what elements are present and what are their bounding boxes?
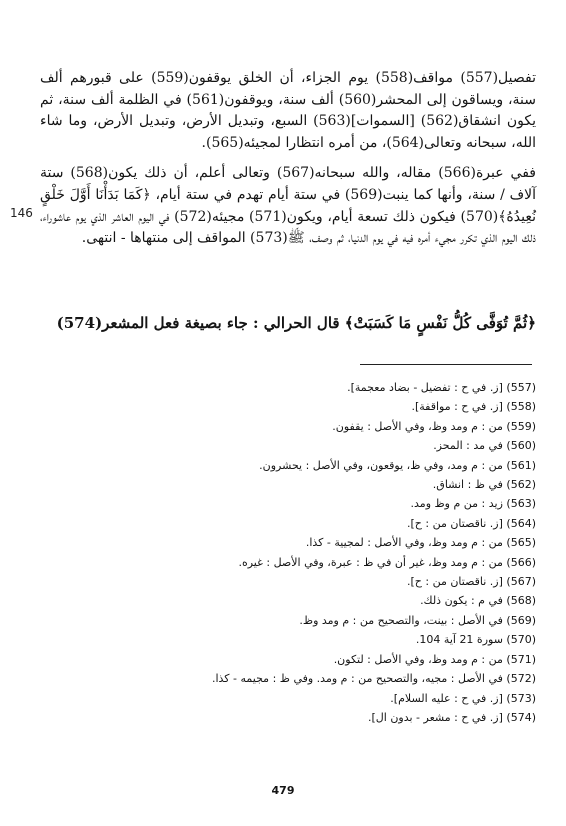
footnote: (572) في الأصل : مجيه، والتصحيح من : م ومد. وفي ظ : مجيمه - كذا. [211, 672, 536, 686]
footnote: (557) [ز. في ح : تفضيل - بضاد معجمة]. [347, 381, 536, 394]
footnote: (566) من : م ومد وظ، غير أن في ظ : عبرة، وفي الأصل : غيره. [238, 555, 536, 569]
marginal-page-number: 146 [10, 206, 33, 220]
footnote: (563) زيد : من م وظ ومد. [410, 497, 536, 511]
footnote: (560) في مد : المحز. [433, 439, 536, 453]
footnote: (559) من : م ومد وظ، وفي الأصل : يقفون. [332, 419, 536, 433]
footnote-separator [360, 364, 532, 365]
footnote: (571) من : م ومد وظ، وفي الأصل : لتكون. [333, 652, 536, 666]
footnotes-list [60, 378, 536, 727]
footnote: (565) من : م ومد وظ، وفي الأصل : لمجيية - كذا. [305, 536, 536, 550]
footnote: (567) [ز. ناقصتان من : ح]. [407, 575, 536, 589]
footnote: (570) سورة 21 آية 104. [415, 633, 536, 647]
footnote: (569) في الأصل : بينت، والتصحيح من : م ومد وظ. [299, 613, 536, 627]
footnote: (564) [ز. ناقصتان من : ح]. [407, 516, 536, 530]
footnote: (574) [ز. في ح : مشعر - بدون ال]. [367, 710, 536, 724]
footnote: (562) في ظ : انشاق. [432, 478, 536, 492]
paragraph-2: ففي عبرة(566) مقاله، والله سبحانه(567) وتعالى أعلم، أن ذلك يكون(568) ستة آلاف / سنة، وأنها كما ينبت(569) في ستة أيام تهدم في ستة أيام، ﴿كَمَا بَدَأْنَا أَوَّلَ خَلْقٍ نُعِيدُهُ﴾(570) فيكون ذلك تسعة أيام، ويكون(571) مجيئه(572) في اليوم العاشر الذي يوم عاشوراء، ذلك اليوم الذي تكرر مجيء أمره فيه في يوم الدنيا، ثم وصف، ﷺ(573) المواقف إلى منتهاها - انتهى. [40, 165, 536, 247]
footnote: (561) من : م ومد، وفي ظ، يوقعون، وفي الأصل : يحشرون. [259, 458, 536, 472]
footnote: (558) [ز. في ح : مواقفة]. [411, 400, 536, 414]
page-number: 479 [271, 784, 295, 797]
verse-line: ﴿ثُمَّ تُوَفَّى كُلُّ نَفْسٍ مَا كَسَبَتْ﴾ قال الحرالي : جاء بصيغة فعل المشعر(574) [56, 314, 536, 332]
footnote: (573) [ز. في ح : عليه السلام]. [390, 691, 536, 705]
paragraph-1: تفصيل(557) مواقف(558) يوم الجزاء، أن الخلق يوقفون(559) على قبورهم ألف سنة، ويساقون إلى المحشر(560) ألف سنة، ويوقفون(561) في الظلمة ألف سنة، ثم يكون انشقاق(562) [السموات](563) السبع، وتبديل الأرض، وتبديل الأرض، وما شاء الله، سبحانه وتعالى(564)، من أمره انتظارا لمجيئه(565). [40, 70, 536, 151]
main-text [40, 68, 536, 250]
footnote: (568) في م : يكون ذلك. [420, 594, 536, 608]
